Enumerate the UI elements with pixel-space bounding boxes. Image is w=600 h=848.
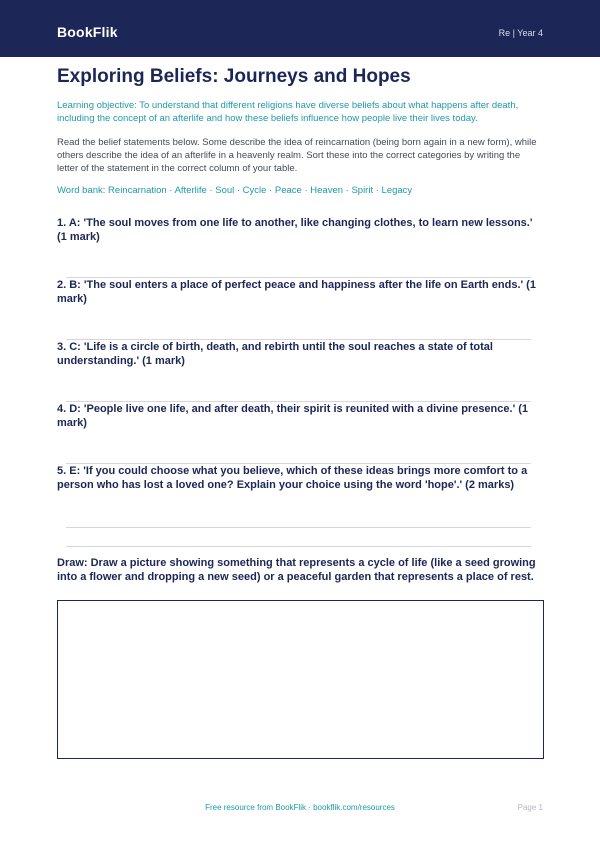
page-number: Page 1 [517,803,543,812]
question-4: 4. D: 'People live one life, and after death, their spirit is reunited with a divine presence.' (1 mark) [57,403,529,429]
question-1: 1. A: 'The soul moves from one life to another, like changing clothes, to learn new lessons.' (1 mark) [57,217,533,243]
drawing-box[interactable] [57,600,544,759]
answer-line[interactable] [66,546,531,547]
intro-section [57,66,543,197]
page-header [0,0,600,57]
subject-year: Re | Year 4 [498,28,543,38]
learning-objective: Learning objective: To understand that different religions have diverse beliefs about what happens after death, including the concept of an afterlife and how these beliefs influence how people live their lives today. [57,100,519,124]
instructions: Read the belief statements below. Some describe the idea of reincarnation (being born again in a new form), while others describe the idea of an afterlife in a heavenly realm. Sort these into the correct categories by writing the letter of the statement in the correct column of your table. [57,137,537,174]
answer-line[interactable] [66,527,531,528]
page-title: Exploring Beliefs: Journeys and Hopes [57,66,411,87]
question-2: 2. B: 'The soul enters a place of perfect peace and happiness after the life on Earth ends.' (1 mark) [57,279,536,305]
footer-credit: Free resource from BookFlik · bookflik.com/resources [205,803,395,812]
word-bank: Word bank: Reincarnation · Afterlife · Soul · Cycle · Peace · Heaven · Spirit · Legacy [57,185,413,196]
question-3: 3. C: 'Life is a circle of birth, death, and rebirth until the soul reaches a state of total understanding.' (1 mark) [57,341,493,367]
brand-logo: BookFlik [57,24,118,40]
question-5: 5. E: 'If you could choose what you believe, which of these ideas brings more comfort to a person who has lost a loved one? Explain your choice using the word 'hope'.' (2 marks) [57,465,528,491]
draw-prompt: Draw: Draw a picture showing something that represents a cycle of life (like a seed growing into a flower and dropping a new seed) or a peaceful garden that represents a place of rest. [57,557,536,583]
